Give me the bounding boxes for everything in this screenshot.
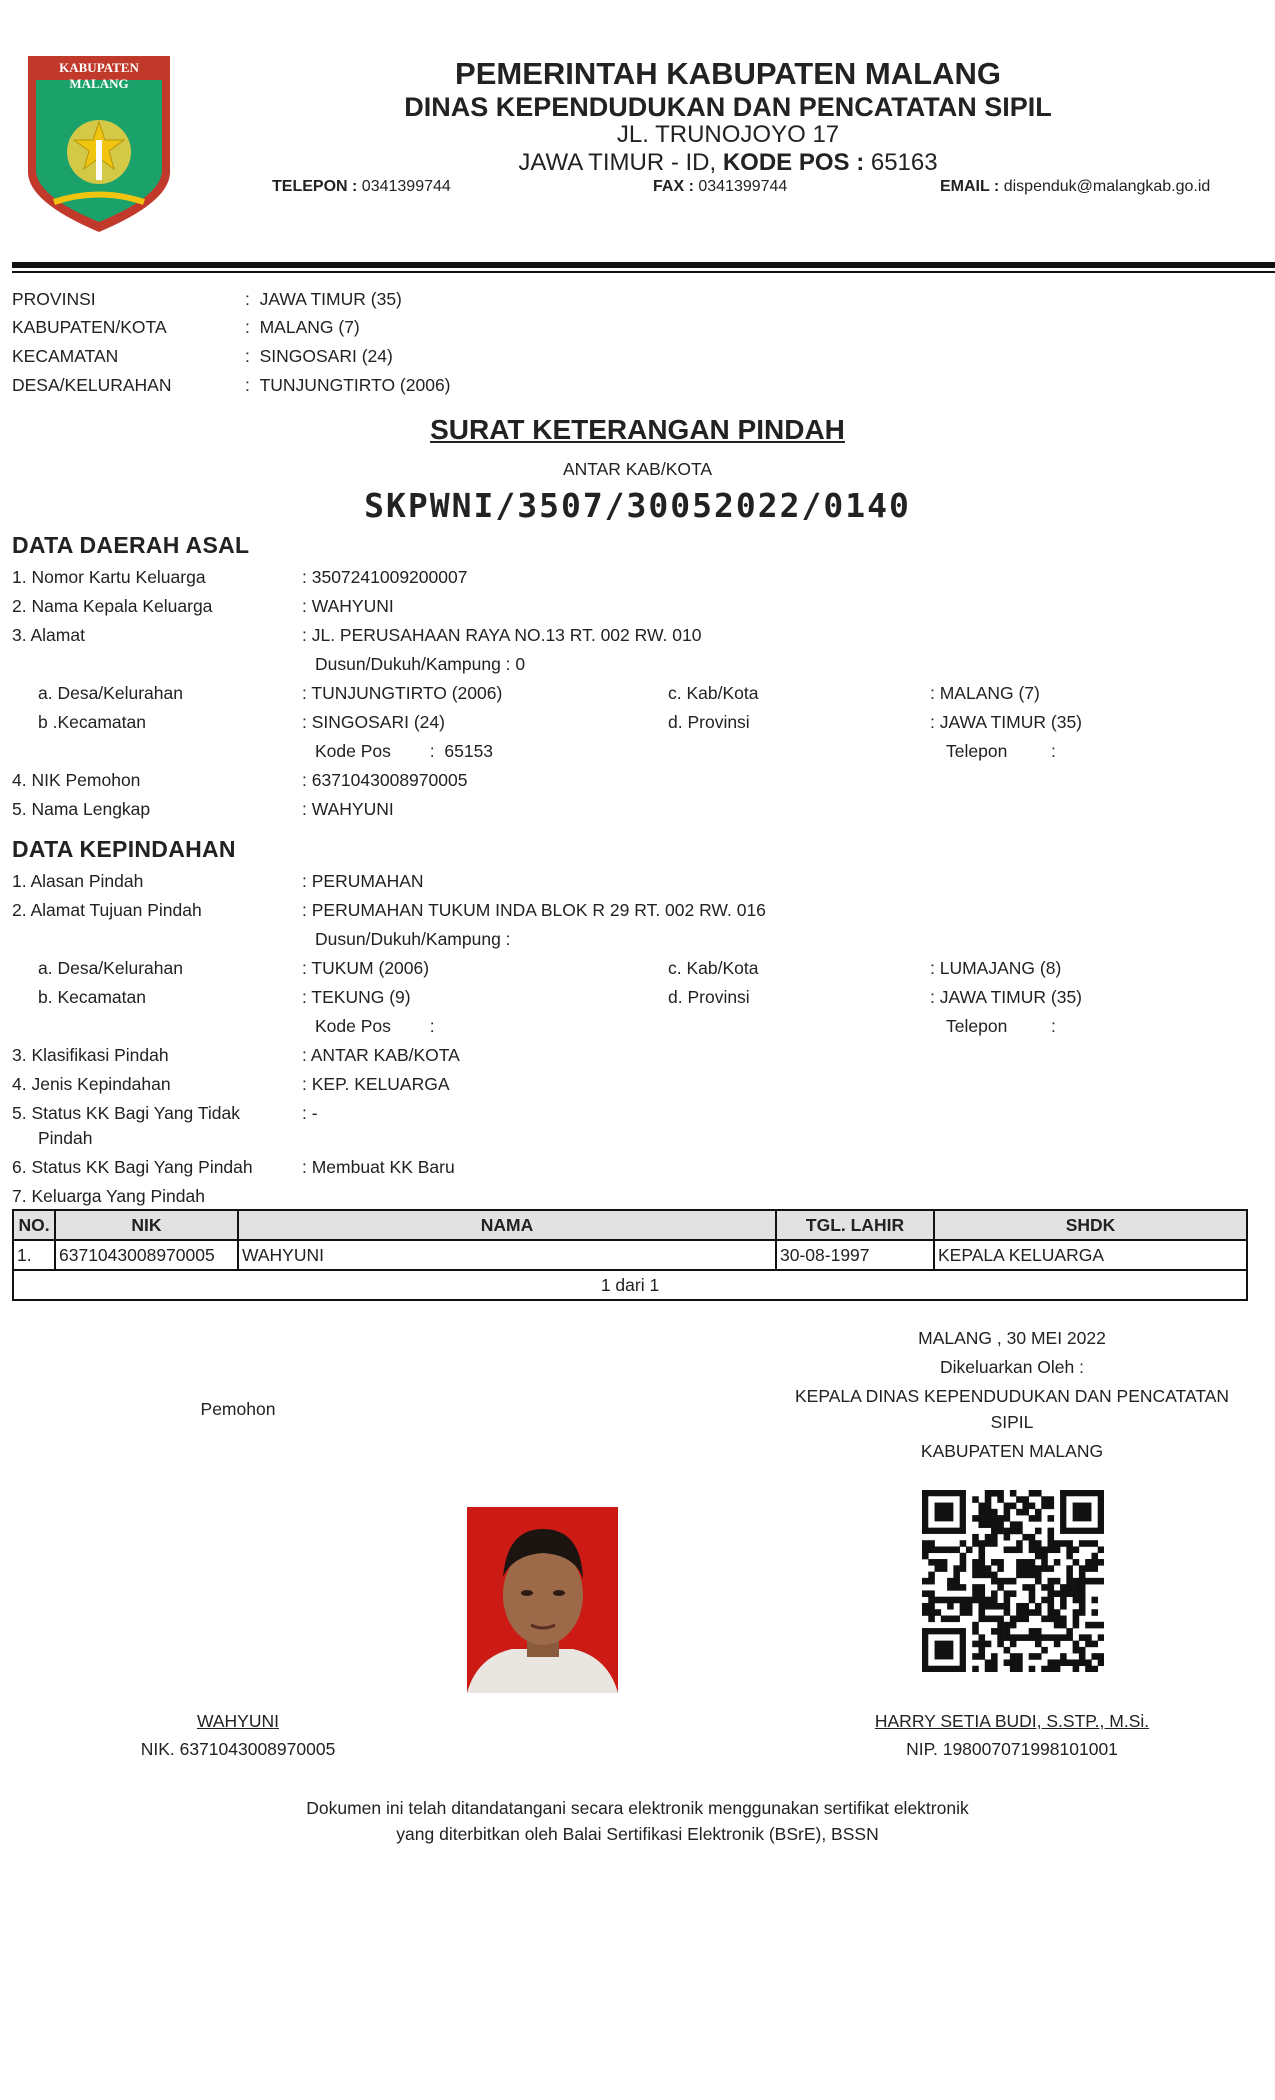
section-asal-heading: DATA DAERAH ASAL [12,532,250,558]
applicant-name: WAHYUNI [197,1711,279,1731]
asal-nama-label: 5. Nama Lengkap [12,799,151,819]
office-line3: KABUPATEN MALANG [920,1441,1104,1461]
header-line4-prefix: JAWA TIMUR - ID, [518,149,717,176]
asal-prov-value: : JAWA TIMUR (35) [930,712,1083,732]
regency-logo [24,52,174,236]
asal-desa-label: a. Desa/Kelurahan [38,683,183,703]
asal-alamat-label: 3. Alamat [12,625,85,645]
cell-nama: WAHYUNI [238,1240,776,1270]
header-line4-bold: KODE POS : [722,149,865,176]
col-shdk: SHDK [934,1210,1247,1240]
header-line4 [230,150,1226,176]
table-header-row [13,1210,1247,1240]
region-value-1: : MALANG (7) [245,317,360,337]
asal-telepon: Telepon : [946,741,1056,761]
pindah-alamat-label: 2. Alamat Tujuan Pindah [12,900,202,920]
header-fax [653,178,787,196]
cell-shdk: KEPALA KELUARGA [934,1240,1247,1270]
asal-kec-value: : SINGOSARI (24) [302,712,445,732]
asal-kodepos: Kode Pos : 65153 [315,741,494,761]
applicant-photo [467,1507,618,1693]
document-subtitle: ANTAR KAB/KOTA [562,459,713,479]
pindah-jenis-value: : KEP. KELUARGA [302,1074,450,1094]
col-nik: NIK [55,1210,238,1240]
logo-text: KABUPATEN MALANG [59,60,139,91]
header-line2: DINAS KEPENDUDUKAN DAN PENCATATAN SIPIL [404,92,1052,122]
col-nama: NAMA [238,1210,776,1240]
region-value-2: : SINGOSARI (24) [245,346,393,366]
asal-kepala-value: : WAHYUNI [302,596,394,616]
official-nip: NIP. 198007071998101001 [906,1739,1118,1759]
cell-no: 1. [13,1240,55,1270]
pindah-desa-value: : TUKUM (2006) [302,958,430,978]
official-name: HARRY SETIA BUDI, S.STP., M.Si. [874,1711,1150,1731]
pindah-kec-value: : TEKUNG (9) [302,987,411,1007]
section-pindah-heading: DATA KEPINDAHAN [12,836,236,862]
disclaimer-line2: yang diterbitkan oleh Balai Sertifikasi Elektronik (BSrE), BSSN [396,1824,879,1844]
pindah-status-tidak-label: 5. Status KK Bagi Yang Tidak [12,1103,240,1123]
header-telepon [272,178,451,196]
fax-label: FAX : [653,178,694,195]
asal-nama-value: : WAHYUNI [302,799,394,819]
pindah-kab-label: c. Kab/Kota [668,958,759,978]
table-page-count: 1 dari 1 [13,1270,1247,1300]
asal-nik-label: 4. NIK Pemohon [12,770,141,790]
region-value-0: : JAWA TIMUR (35) [245,289,402,309]
pindah-status-pindah-value: : Membuat KK Baru [302,1157,455,1177]
email-value: dispenduk@malangkab.go.id [1003,178,1211,195]
document-title: SURAT KETERANGAN PINDAH [430,414,845,445]
pindah-kab-value: : LUMAJANG (8) [930,958,1062,978]
pindah-prov-value: : JAWA TIMUR (35) [930,987,1083,1007]
disclaimer-line1: Dokumen ini telah ditandatangani secara elektronik menggunakan sertifikat elektronik [306,1798,969,1818]
pindah-alamat-value: : PERUMAHAN TUKUM INDA BLOK R 29 RT. 002 RW. 016 [302,900,766,920]
pindah-kec-label: b. Kecamatan [38,987,146,1007]
region-label-2: KECAMATAN [12,346,119,366]
region-value-3: : TUNJUNGTIRTO (2006) [245,375,451,395]
asal-kk-value: : 3507241009200007 [302,567,468,587]
asal-prov-label: d. Provinsi [668,712,750,732]
asal-kab-label: c. Kab/Kota [668,683,759,703]
telepon-value: 0341399744 [361,178,451,195]
office-line1: KEPALA DINAS KEPENDUDUKAN DAN PENCATATAN [794,1386,1230,1406]
region-label-1: KABUPATEN/KOTA [12,317,167,337]
office-line2: SIPIL [990,1412,1034,1432]
fax-value: 0341399744 [698,178,788,195]
email-label: EMAIL : [940,178,1000,195]
document-number: SKPWNI/3507/30052022/0140 [364,486,911,525]
col-no: NO. [13,1210,55,1240]
telepon-label: TELEPON : [272,178,358,195]
region-label-3: DESA/KELURAHAN [12,375,172,395]
asal-desa-value: : TUNJUNGTIRTO (2006) [302,683,503,703]
pindah-telepon: Telepon : [946,1016,1056,1036]
pindah-klasifikasi-value: : ANTAR KAB/KOTA [302,1045,460,1065]
region-label-0: PROVINSI [12,289,96,309]
table-row [13,1240,1247,1270]
asal-nik-value: : 6371043008970005 [302,770,468,790]
issued-by: Dikeluarkan Oleh : [940,1357,1084,1377]
asal-dusun: Dusun/Dukuh/Kampung : 0 [315,654,526,674]
cell-tgl-lahir: 30-08-1997 [776,1240,934,1270]
pindah-dusun: Dusun/Dukuh/Kampung : [315,929,511,949]
applicant-nik: NIK. 6371043008970005 [140,1739,336,1759]
asal-kab-value: : MALANG (7) [930,683,1040,703]
col-tgl-lahir: TGL. LAHIR [776,1210,934,1240]
pindah-alasan-label: 1. Alasan Pindah [12,871,144,891]
qr-code [922,1490,1104,1677]
header-rule-thick [12,262,1275,268]
family-table [12,1209,1248,1301]
cell-nik: 6371043008970005 [55,1240,238,1270]
table-footer-row [13,1270,1247,1300]
pindah-keluarga-label: 7. Keluarga Yang Pindah [12,1186,205,1206]
pindah-status-tidak-value: : - [302,1103,318,1123]
pindah-alasan-value: : PERUMAHAN [302,871,424,891]
asal-kk-label: 1. Nomor Kartu Keluarga [12,567,206,587]
header-rule-thin [12,271,1275,273]
pindah-prov-label: d. Provinsi [668,987,750,1007]
header-email [940,178,1210,196]
pindah-desa-label: a. Desa/Kelurahan [38,958,183,978]
pindah-jenis-label: 4. Jenis Kepindahan [12,1074,171,1094]
header-line3: JL. TRUNOJOYO 17 [616,121,840,148]
pindah-kodepos: Kode Pos : [315,1016,435,1036]
pindah-status-tidak-label-2: Pindah [38,1128,93,1148]
applicant-label: Pemohon [200,1399,276,1419]
pindah-klasifikasi-label: 3. Klasifikasi Pindah [12,1045,169,1065]
asal-kepala-label: 2. Nama Kepala Keluarga [12,596,213,616]
header-line4-value: 65163 [870,149,938,176]
pindah-status-pindah-label: 6. Status KK Bagi Yang Pindah [12,1157,253,1177]
asal-alamat-value: : JL. PERUSAHAAN RAYA NO.13 RT. 002 RW. 010 [302,625,702,645]
header-line1: PEMERINTAH KABUPATEN MALANG [455,56,1001,91]
place-date: MALANG , 30 MEI 2022 [918,1328,1106,1348]
asal-kec-label: b .Kecamatan [38,712,146,732]
